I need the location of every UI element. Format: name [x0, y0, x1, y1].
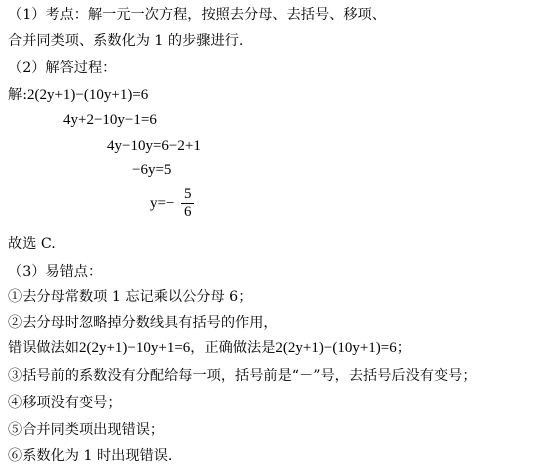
equation-step-1 — [8, 85, 148, 105]
equation-step-3 — [107, 136, 201, 156]
mistake-item-6: ⑥系数化为 1 时出现错误. — [8, 448, 173, 464]
equation-1: 2(2y+1)−(10y+1)=6 — [26, 87, 149, 103]
mistake-item-2: ②去分母时忽略掉分数线具有括号的作用， — [8, 315, 278, 331]
mistake-item-5: ⑤合并同类项出现错误； — [8, 422, 165, 438]
mistake-item-4: ④移项没有变号； — [8, 395, 122, 411]
fraction-denominator: 6 — [183, 204, 192, 220]
section-3-heading: （3）易错点： — [8, 264, 103, 280]
wrong-equation: 2(2y+1)−10y+1=6 — [78, 340, 191, 356]
line-end-punct: ； — [396, 340, 411, 356]
equation-step-4 — [132, 160, 171, 180]
equation-2: 4y+2−10y−1=6 — [63, 112, 157, 128]
mistake-item-1: ①去分母常数项 1 忘记乘以公分母 6； — [8, 289, 253, 305]
equation-3: 4y−10y=6−2+1 — [107, 138, 201, 154]
equation-4: −6y=5 — [132, 162, 172, 178]
section-2-heading: （2）解答过程： — [8, 60, 117, 76]
solution-label: 解: — [8, 87, 27, 103]
right-equation: 2(2y+1)−(10y+1)=6 — [275, 340, 397, 356]
equation-5-lhs: y=− — [150, 195, 175, 212]
mistake-item-3: ③括号前的系数没有分配给每一项，括号前是“－”号，去括号后没有变号； — [8, 368, 477, 384]
section-1-line-1: （1）考点：解一元一次方程，按照去分母、去括号、移项、 — [8, 7, 386, 23]
mistake-item-2-detail — [8, 338, 411, 358]
answer-line: 故选 C. — [8, 236, 56, 252]
fraction — [181, 186, 195, 221]
fraction-numerator: 5 — [181, 186, 195, 204]
right-method-label: ，正确做法是 — [190, 340, 276, 356]
section-1-line-2: 合并同类项、系数化为 1 的步骤进行. — [8, 33, 244, 49]
wrong-method-label: 错误做法如 — [8, 340, 79, 356]
equation-step-5 — [150, 186, 194, 221]
equation-step-2 — [63, 110, 157, 130]
